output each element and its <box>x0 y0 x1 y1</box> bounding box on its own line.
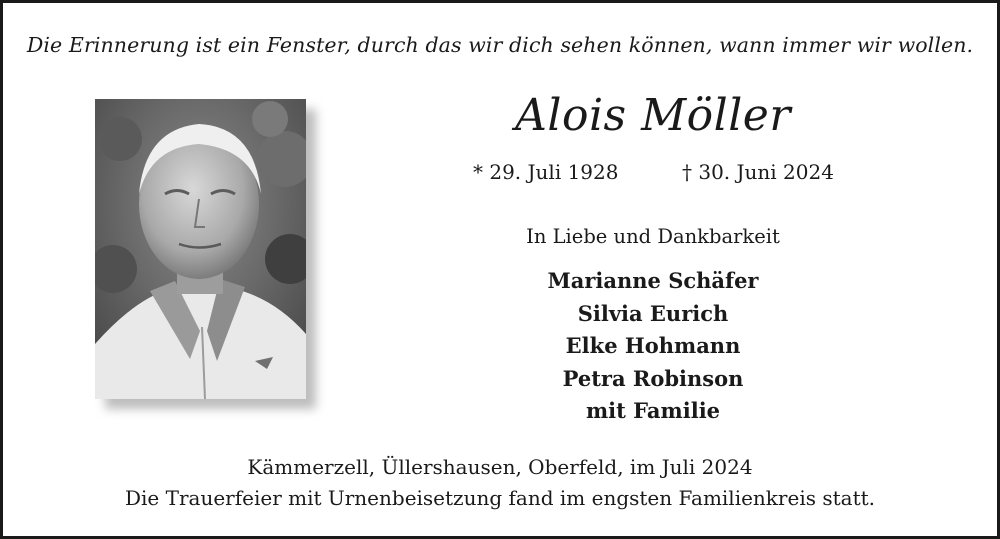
photo-frame <box>95 99 306 399</box>
portrait-photo <box>95 99 306 399</box>
birth-date: * 29. Juli 1928 <box>473 160 619 184</box>
death-date: † 30. Juni 2024 <box>682 160 834 184</box>
family-member: Silvia Eurich <box>577 300 729 326</box>
family-member: Elke Hohmann <box>565 333 741 358</box>
family-member: Petra Robinson <box>562 365 744 391</box>
deceased-name: Alois Möller <box>515 90 791 141</box>
memorial-quote: Die Erinnerung ist ein Fenster, durch das wir dich sehen können, wann immer wir wollen. <box>26 33 974 57</box>
family-member: Marianne Schäfer <box>547 268 759 293</box>
dedication-text: In Liebe und Dankbarkeit <box>526 225 780 248</box>
family-member: mit Familie <box>585 398 721 423</box>
portrait-photo-icon <box>95 99 306 399</box>
place-and-date: Kämmerzell, Üllershausen, Oberfeld, im Juli 2024 <box>247 455 753 479</box>
family-list <box>418 265 888 428</box>
funeral-notice: Die Trauerfeier mit Urnenbeisetzung fand im engsten Familienkreis statt. <box>125 486 875 510</box>
